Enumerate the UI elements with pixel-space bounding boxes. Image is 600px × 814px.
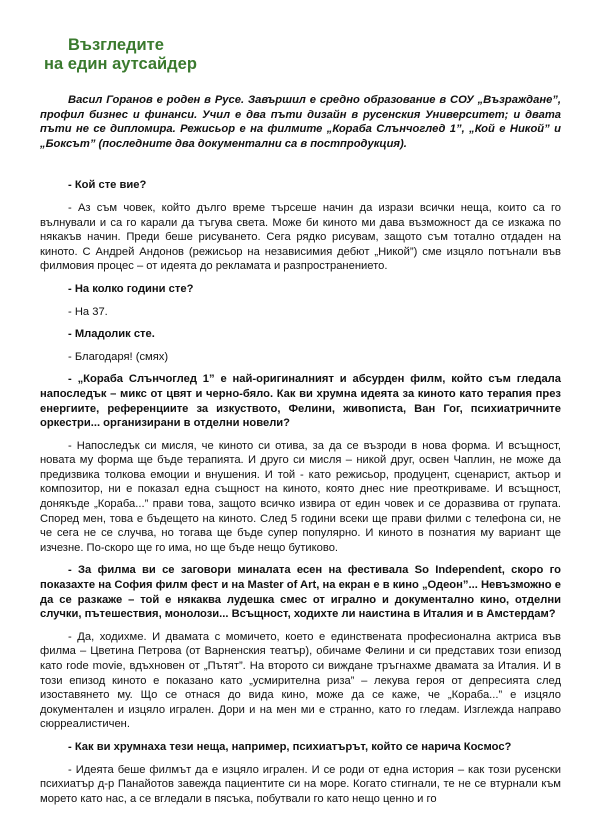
question-paragraph: - Младолик сте. [68,328,155,341]
title-line-1: Възгледите [68,36,164,54]
question-paragraph: - На колко години сте? [68,282,194,295]
answer-paragraph: - Напоследък си мисля, че киното си отива, за да се възроди в нова форма. И всъщност, новата му форма ще бъде терапията. И друго си мисля – никой друг, освен Чаплин, не може да предизвика толкова емоции и внушения. И той - като режисьор, продуцент, сценарист, актьор и композитор, ни е показал една същност на киното, която днес ние преоткриваме. И всъщност, донякъде „Кораба...” прави това, защото всичко извира от един човек и се доразвива от групата. Според мен, това е бъдещето на киното. След 5 години всеки ще прави филми с телефона си, не че сега не се случва, но тогава ще бъде супер популярно. И киното в познатия му вариант ще изчезне. По-скоро ще го има, но ще бъде нещо бутиково. [40,439,561,554]
article-title [44,36,197,74]
title-line-2: на един аутсайдер [44,55,197,73]
question-paragraph: - „Кораба Слънчоглед 1” е най-оригиналният и абсурден филм, който съм гледала напоследък – микс от цвят и черно-бяло. Как ви хрумна идеята за киното като терапия през енергиите, референциите за изкуството, Фелини, живописта, Ван Гог, психиатричните оркестри... организирани в отделни новели? [40,373,561,430]
answer-paragraph: - На 37. [68,305,108,318]
question-paragraph: - За филма ви се заговори миналата есен на фестивала So Independent, скоро го показахте на София филм фест и на Master of Art, на екран е в кино „Одеон”... Невъзможно е да се разкаже – той е някаква лудешка смес от игрално и документално кино, отделни случки, пътешествия, монолози... Всъщност, ходихте ли наистина в Италия и в Амстердам? [40,564,561,621]
intro-paragraph: Васил Горанов е роден в Русе. Завършил е средно образование в СОУ „Възраждане”, профил бизнес и финанси. Учил е два пъти дизайн в русенския Университет; и двата пъти не се дипломира. Режисьор е на филмите „Кораба Слънчоглед 1”, „Кой е Никой” и „Боксът” (последните два документални са в постпродукция). [40,94,561,150]
answer-paragraph: - Аз съм човек, който дълго време търсеше начин да изрази всички неща, които са го вълнували и са го карали да тъгува света. Може би киното ми дава възможност да се изкажа по някакъв начин. Преди беше рисуването. Сега рядко рисувам, защото съм тотално отдаден на киното. С Андрей Андонов (режисьор на независимия дебют „Никой”) сме изцяло потънали във филмовия процес – от идеята до рекламата и разпространението. [40,201,561,273]
question-paragraph: - Кой сте вие? [68,179,147,192]
article-body [40,93,561,814]
answer-paragraph: - Да, ходихме. И двамата с момичето, което е единствената професионална актриса във филма – Цветина Петрова (от Варненския театър), обичаме Фелини и си представих този епизод като rode movie, вдъхновен от „Пътят”. На второто си виждане тръгнахме двамата за Италия. И в този епизод киното е показано като „усмирителна риза” – лекува героя от депресията след изоставянето му. Що се отнася до вида кино, може да се каже, че „Кораба...” е изцяло документален и изцяло игрален. Дори и на мен ми е странно, като го гледам. Изглежда направо сюрреалистичен. [40,630,561,731]
question-paragraph: - Как ви хрумнаха тези неща, например, психиатърът, който се нарича Космос? [68,740,512,753]
answer-paragraph: - Идеята беше филмът да е изцяло игрален. И се роди от една история – как този русенски психиатър д-р Панайотов завежда пациентите си на море. Когато стигнали, те не се втурнали към морето като нас, а се вгледали в пясъка, побутвали го като нещо ценно и го [40,763,561,805]
answer-paragraph: - Благодаря! (смях) [68,350,169,363]
